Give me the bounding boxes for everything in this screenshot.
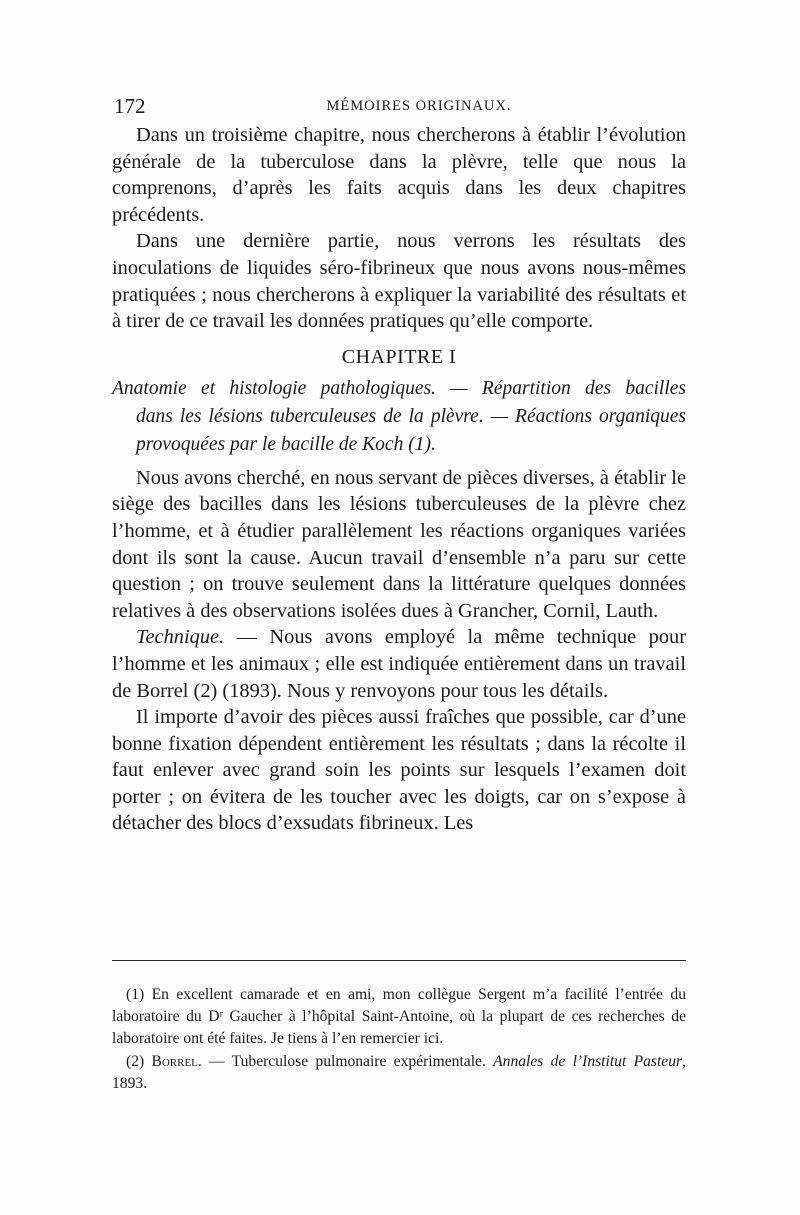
- footnote-2-author: Borrel: [151, 1052, 198, 1070]
- body-paragraph-2: [112, 624, 686, 704]
- footnotes: [112, 984, 686, 1095]
- footnote-2-title: . — Tuberculose pulmonaire expérimentale.: [197, 1052, 494, 1070]
- footnote-1: (1) En excellent camarade et en ami, mon collègue Sergent m’a facilité l’entrée du laboratoire du Dʳ Gaucher à l’hôpital Saint-Antoine, où la plupart de ces recherches de laboratoire ont été faites. Je tiens à l’en remercier ici.: [112, 986, 686, 1048]
- footnote-2-marker: (2): [126, 1052, 152, 1070]
- chapter-heading-rest: dans les lésions tuberculeuses de la plèvre. — Réactions organiques provoquées par le bacille de Koch (1).: [136, 405, 686, 455]
- technique-label: Technique.: [136, 626, 225, 649]
- running-header: [112, 94, 686, 122]
- footnote-divider: [112, 960, 686, 961]
- chapter-heading-line1: Anatomie et histologie pathologiques. — Répartition des bacilles: [112, 377, 686, 399]
- body-paragraph-1: Nous avons cherché, en nous servant de pièces diverses, à établir le siège des bacilles dans les lésions tuberculeuses de la plèvre chez l’homme, et à étudier parallèlement les réactions organiques variées dont ils sont la cause. Aucun travail d’ensemble n’a paru sur cette question ; on trouve seulement dans la littérature quelques données relatives à des observations isolées dues à Grancher, Cornil, Lauth.: [112, 466, 686, 622]
- intro-paragraph-2: Dans une dernière partie, nous verrons les résultats des inoculations de liquides séro-fibrineux que nous avons nous-mêmes pratiquées ; nous chercherons à expliquer la variabilité des résultats et à tirer de ce travail les données pratiques qu’elle comporte.: [112, 230, 686, 333]
- footnote-2-journal: Annales de l’Institut Pasteur: [493, 1052, 683, 1070]
- intro-paragraph-1: Dans un troisième chapitre, nous chercherons à établir l’évolution générale de la tuberculose dans la plèvre, telle que nous la comprenons, d’après les faits acquis dans les deux chapitres précédents.: [112, 124, 686, 226]
- page-number: 172: [114, 94, 146, 118]
- body-paragraph-3: Il importe d’avoir des pièces aussi fraîches que possible, car d’une bonne fixation dépendent entièrement les résultats ; dans la récolte il faut enlever avec grand soin les points sur lesquels l’examen doit porter ; on évitera de les toucher avec les doigts, car on s’expose à détacher des blocs d’exsudats fibrineux. Les: [112, 706, 686, 835]
- running-title: MÉMOIRES ORIGINAUX.: [326, 98, 512, 114]
- chapter-heading: [112, 375, 686, 459]
- footnote-2-year: , 1893.: [112, 1052, 686, 1092]
- page-body: [112, 94, 686, 837]
- footnote-2: [112, 1051, 686, 1095]
- technique-text: — Nous avons employé la même technique pour l’homme et les animaux ; elle est indiquée entièrement dans un travail de Borrel (2) (1893). Nous y renvoyons pour tous les détails.: [112, 626, 686, 702]
- chapter-title: CHAPITRE I: [341, 345, 457, 368]
